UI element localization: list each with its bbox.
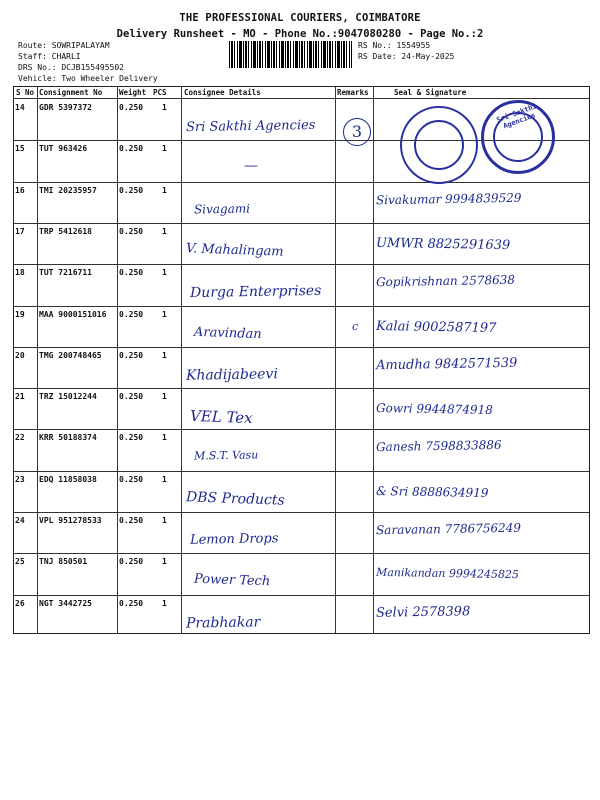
col-header-remarks: Remarks — [337, 88, 369, 97]
row-signature: Amudha 9842571539 — [375, 355, 518, 374]
row-consignee-handwritten: Sri Sakthi Agencies — [185, 117, 316, 136]
row-serial-no: 21 — [15, 392, 25, 402]
row-divider — [14, 553, 589, 554]
row-consignment-no: NGT 3442725 — [39, 598, 92, 608]
row-pcs: 1 — [162, 598, 167, 608]
row-pcs: 1 — [162, 268, 167, 278]
row-divider — [14, 471, 589, 472]
row-pcs: 1 — [162, 185, 167, 195]
stamp-text: Sri Sakthi Agencies — [495, 102, 538, 131]
row-serial-no: 26 — [15, 598, 25, 608]
row-consignment-no: VPL 951278533 — [39, 516, 102, 525]
route-label: Route: SOWRIPALAYAM — [18, 41, 110, 50]
col-header-consignment: Consignment No — [39, 88, 103, 97]
row-divider — [14, 264, 589, 265]
col-header-sno: S No — [16, 88, 35, 97]
row-signature: Sivakumar 9994839529 — [375, 190, 522, 207]
row-pcs: 1 — [162, 557, 167, 567]
row-serial-no: 20 — [15, 350, 25, 360]
row-consignment-no: TRP 5412618 — [39, 226, 92, 236]
col-header-consignee: Consignee Details — [184, 88, 261, 97]
seal-stamp-outer — [400, 106, 478, 184]
row-consignment-no: TUT 7216711 — [39, 268, 92, 278]
rs-number: RS No.: 1554955 — [358, 41, 431, 50]
row-signature: Kalai 9002587197 — [375, 318, 497, 336]
row-weight: 0.250 — [119, 144, 144, 154]
row-consignee-handwritten: DBS Products — [185, 488, 285, 509]
row-remark: c — [352, 319, 359, 333]
row-pcs: 1 — [162, 226, 167, 236]
row-consignee-handwritten: Lemon Drops — [189, 531, 279, 548]
row-pcs: 1 — [162, 103, 167, 112]
row-consignment-no: GDR 5397372 — [39, 103, 92, 112]
row-pcs: 1 — [162, 144, 167, 154]
row-consignee-handwritten: — — [244, 158, 258, 175]
row-signature: Gopikrishnan 2578638 — [375, 272, 516, 290]
row-divider — [14, 388, 589, 389]
row-divider — [14, 306, 589, 307]
row-weight: 0.250 — [119, 309, 144, 319]
row-serial-no: 14 — [15, 103, 25, 112]
row-serial-no: 19 — [15, 309, 25, 319]
col-header-seal: Seal & Signature — [394, 88, 467, 97]
row-divider — [14, 223, 589, 224]
row-consignment-no: TMG 200748465 — [39, 350, 102, 360]
row-consignment-no: TRZ 15012244 — [39, 392, 97, 402]
seal-stamp — [481, 100, 555, 174]
row-weight: 0.250 — [119, 474, 144, 484]
row-pcs: 1 — [162, 516, 167, 525]
row-divider — [14, 595, 589, 596]
row-serial-no: 23 — [15, 474, 25, 484]
row-weight: 0.250 — [119, 226, 144, 236]
drs-number: DRS No.: DCJB155495502 — [18, 63, 124, 72]
row-weight: 0.250 — [119, 433, 144, 443]
row-consignee-handwritten: Prabhakar — [185, 613, 261, 632]
row-weight: 0.250 — [119, 557, 144, 567]
row-divider — [14, 429, 589, 430]
row-weight: 0.250 — [119, 598, 144, 608]
row-signature: Saravanan 7786756249 — [375, 520, 522, 538]
row-weight: 0.250 — [119, 350, 144, 360]
row-pcs: 1 — [162, 350, 167, 360]
row-divider — [14, 512, 589, 513]
staff-label: Staff: CHARLI — [18, 52, 81, 61]
row-serial-no: 16 — [15, 185, 25, 195]
rs-date: RS Date: 24-May-2025 — [358, 52, 455, 61]
row-signature: Manikandan 9994245825 — [375, 566, 520, 582]
row-consignee-handwritten: Sivagami — [193, 201, 251, 217]
row-signature: Gowri 9944874918 — [375, 401, 493, 418]
runsheet-subtitle: Delivery Runsheet - MO - Phone No.:9047080280 - Page No.:2 — [116, 28, 484, 40]
row-weight: 0.250 — [119, 392, 144, 402]
col-header-pcs: PCS — [153, 88, 167, 97]
row-pcs: 1 — [162, 392, 167, 402]
row-consignee-handwritten: V. Mahalingam — [185, 241, 284, 260]
row-serial-no: 25 — [15, 557, 25, 567]
row-signature: Selvi 2578398 — [375, 603, 471, 621]
row-pcs: 1 — [162, 309, 167, 319]
remark-circle-mark: 3 — [343, 118, 371, 146]
row-consignment-no: TUT 963426 — [39, 144, 88, 154]
row-divider — [14, 182, 589, 183]
row-consignee-handwritten: VEL Tex — [189, 407, 253, 428]
vehicle-label: Vehicle: Two Wheeler Delivery — [18, 74, 158, 83]
row-serial-no: 22 — [15, 433, 25, 443]
row-weight: 0.250 — [119, 185, 144, 195]
company-title: THE PROFESSIONAL COURIERS, COIMBATORE — [179, 12, 421, 24]
row-consignee-handwritten: Aravindan — [193, 324, 262, 342]
row-pcs: 1 — [162, 433, 167, 443]
row-consignment-no: MAA 9000151016 — [39, 309, 107, 319]
row-consignment-no: KRR 50188374 — [39, 433, 97, 443]
row-consignment-no: TMI 20235957 — [39, 185, 97, 195]
row-serial-no: 24 — [15, 516, 25, 525]
row-consignment-no: TNJ 850501 — [39, 557, 88, 567]
row-weight: 0.250 — [119, 103, 144, 112]
row-consignee-handwritten: Power Tech — [193, 571, 271, 590]
barcode — [229, 41, 352, 68]
row-signature: UMWR 8825291639 — [375, 235, 511, 254]
row-signature: & Sri 8888634919 — [375, 483, 489, 500]
row-serial-no: 17 — [15, 226, 25, 236]
row-serial-no: 15 — [15, 144, 25, 154]
col-header-weight: Weight — [119, 88, 147, 97]
row-divider — [14, 347, 589, 348]
row-consignee-handwritten: M.S.T. Vasu — [193, 448, 259, 463]
row-weight: 0.250 — [119, 516, 144, 525]
row-serial-no: 18 — [15, 268, 25, 278]
row-consignee-handwritten: Durga Enterprises — [189, 283, 322, 302]
row-consignment-no: EDQ 11858038 — [39, 474, 97, 484]
row-consignee-handwritten: Khadijabeevi — [185, 365, 279, 384]
row-signature: Ganesh 7598833886 — [375, 438, 502, 455]
row-pcs: 1 — [162, 474, 167, 484]
row-weight: 0.250 — [119, 268, 144, 278]
